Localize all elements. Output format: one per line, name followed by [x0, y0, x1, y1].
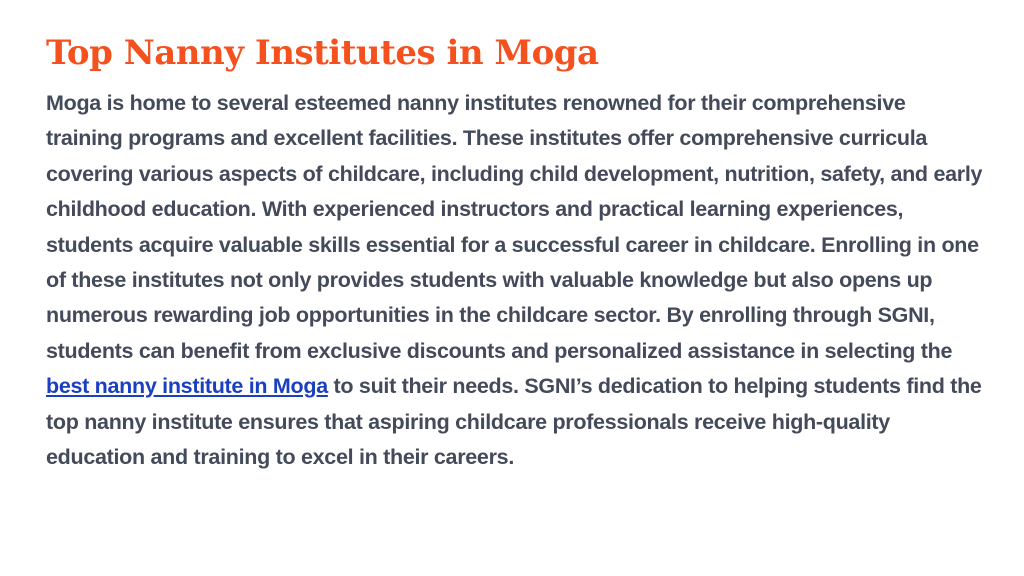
paragraph-text-before-link: Moga is home to several esteemed nanny institutes renowned for their comprehensive training programs and excellent facilities. These institutes offer comprehensive curricula covering various aspects of childcare, including child development, nutrition, safety, and early childhood education. With experienced instructors and practical learning experiences, students acquire valuable skills essential for a successful career in childcare. Enrolling in one of these institutes not only provides students with valuable knowledge but also opens up numerous rewarding job opportunities in the childcare sector. By enrolling through SGNI, students can benefit from exclusive discounts and personalized assistance in selecting the	[46, 91, 983, 363]
paragraph-text-after-link: to suit their needs. SGNI’s dedication to helping students find the top nanny institute ensures that aspiring childcare professionals receive high-quality education and training to excel in their careers.	[46, 374, 982, 470]
slide-title: Top Nanny Institutes in Moga	[46, 33, 599, 73]
best-nanny-institute-link[interactable]: best nanny institute in Moga	[46, 374, 328, 399]
body-paragraph	[46, 86, 986, 475]
